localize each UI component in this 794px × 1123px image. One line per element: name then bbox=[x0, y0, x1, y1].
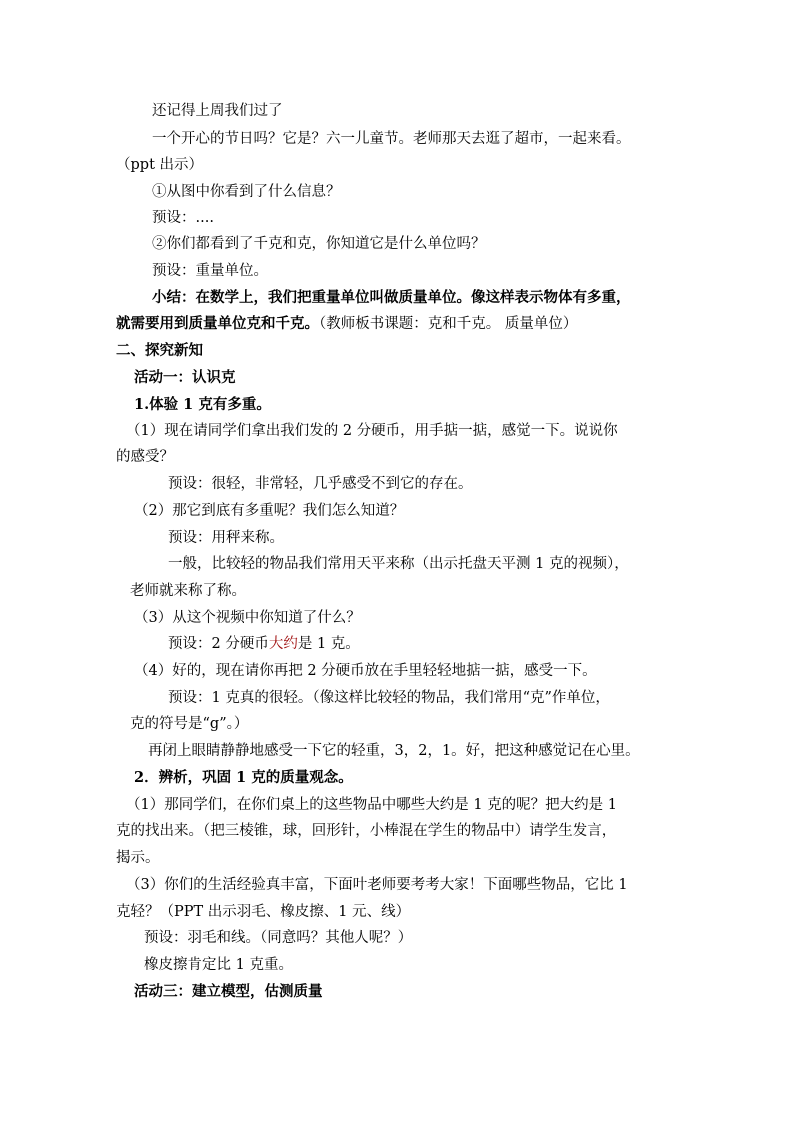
paragraph-line: 预设：.... bbox=[152, 210, 214, 226]
paragraph-line: （4）好的，现在请你再把 2 分硬币放在手里轻轻地掂一掂，感受一下。 bbox=[134, 663, 597, 679]
summary-bold-text: 就需要用到质量单位克和千克。 bbox=[116, 315, 319, 332]
paragraph-line: （ppt 出示） bbox=[116, 157, 203, 173]
subheading: 2．辨析，巩固 1 克的质量观念。 bbox=[134, 769, 353, 786]
paragraph-line: （1）那同学们，在你们桌上的这些物品中哪些大约是 1 克的呢？把大约是 1 bbox=[126, 797, 618, 813]
paragraph-line: 预设：羽毛和线。（同意吗？其他人呢？） bbox=[144, 930, 413, 946]
summary-note: （教师板书课题：克和千克。 质量单位） bbox=[319, 316, 578, 332]
paragraph-line bbox=[168, 634, 360, 654]
summary-line-2 bbox=[116, 314, 577, 334]
section-heading: 二、探究新知 bbox=[116, 342, 203, 359]
paragraph-line: 再闭上眼睛静静地感受一下它的轻重，3，2，1。好，把这种感觉记在心里。 bbox=[148, 743, 640, 759]
paragraph-line: 老师就来称了称。 bbox=[130, 583, 246, 599]
text-span: 是 1 克。 bbox=[297, 636, 360, 652]
paragraph-line: ②你们都看到了千克和克，你知道它是什么单位吗？ bbox=[152, 236, 486, 252]
paragraph-line: （3）从这个视频中你知道了什么？ bbox=[134, 610, 361, 626]
paragraph-line: （3）你们的生活经验真丰富，下面叶老师要考考大家！下面哪些物品，它比 1 bbox=[126, 877, 628, 893]
activity-heading: 活动三：建立模型，估测质量 bbox=[134, 983, 323, 1000]
subheading: 1.体验 1 克有多重。 bbox=[134, 396, 271, 413]
paragraph-line: 克的找出来。（把三棱锥，球，回形针，小棒混在学生的物品中）请学生发言， bbox=[116, 823, 617, 839]
highlight-text: 大约 bbox=[268, 636, 298, 652]
paragraph-line: 预设：1 克真的很轻。（像这样比较轻的物品，我们常用“克”作单位， bbox=[168, 690, 610, 706]
paragraph-line: 一个开心的节日吗？它是？六一儿童节。老师那天去逛了超市，一起来看。 bbox=[152, 131, 631, 147]
paragraph-line: 的感受？ bbox=[116, 449, 174, 465]
paragraph-line: 预设：用秤来称。 bbox=[168, 530, 284, 546]
paragraph-line: 一般，比较轻的物品我们常用天平来称（出示托盘天平测 1 克的视频）， bbox=[168, 556, 629, 572]
activity-heading: 活动一：认识克 bbox=[134, 369, 236, 386]
paragraph-line: 克的符号是“g”。） bbox=[130, 716, 249, 732]
paragraph-line: 预设：重量单位。 bbox=[152, 263, 268, 279]
paragraph-line: 还记得上周我们过了 bbox=[152, 103, 283, 119]
paragraph-line: ①从图中你看到了什么信息？ bbox=[152, 184, 341, 200]
text-span: 预设：2 分硬币 bbox=[168, 636, 269, 652]
paragraph-line: 克轻？（PPT 出示羽毛、橡皮擦、1 元、线） bbox=[116, 904, 411, 920]
paragraph-line: 橡皮擦肯定比 1 克重。 bbox=[144, 957, 293, 973]
paragraph-line: 揭示。 bbox=[116, 850, 160, 866]
paragraph-line: （2）那它到底有多重呢？我们怎么知道？ bbox=[134, 503, 405, 519]
paragraph-line: 预设：很轻，非常轻，几乎感受不到它的存在。 bbox=[168, 476, 473, 492]
summary-line: 小结：在数学上，我们把重量单位叫做质量单位。像这样表示物体有多重， bbox=[152, 289, 631, 306]
paragraph-line: （1）现在请同学们拿出我们发的 2 分硬币，用手掂一掂，感觉一下。说说你 bbox=[126, 423, 618, 439]
